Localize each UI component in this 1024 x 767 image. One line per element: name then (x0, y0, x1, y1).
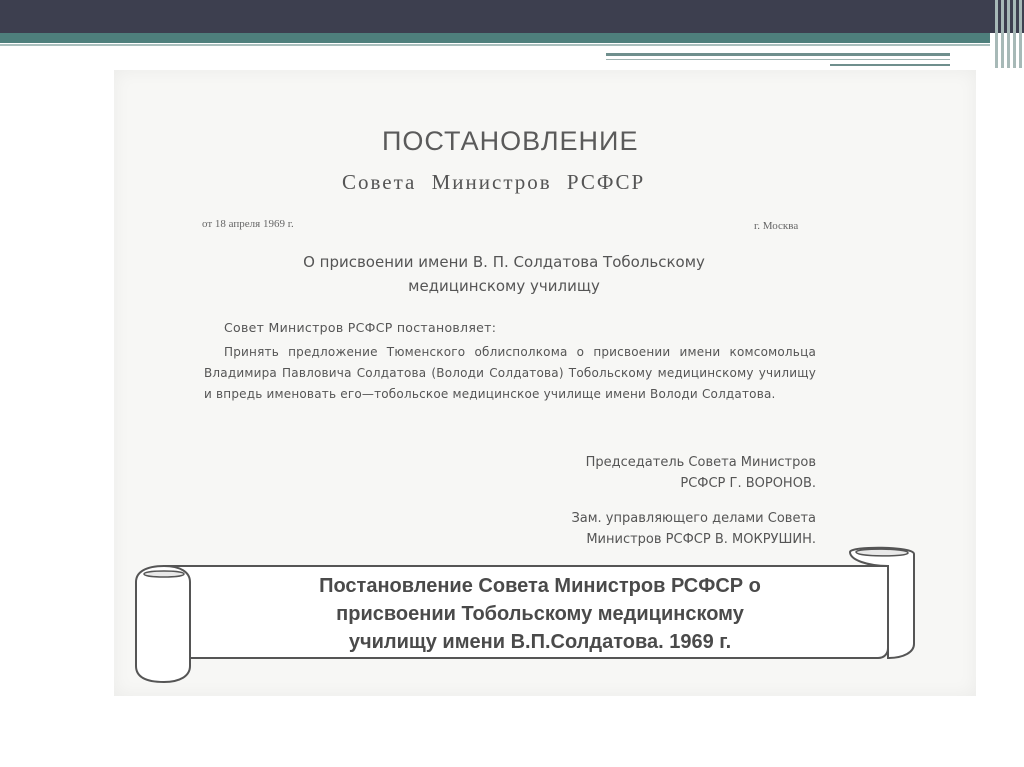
document-title: ПОСТАНОВЛЕНИЕ (382, 126, 639, 156)
caption-line: Постановление Совета Министров РСФСР о (319, 575, 761, 597)
document-city: г. Москва (754, 220, 799, 232)
slide-header-rule (606, 59, 950, 60)
slide-header-accent (0, 33, 990, 43)
document-lead: Совет Министров РСФСР постановляет: (224, 320, 497, 335)
document-subject-line: О присвоении имени В. П. Солдатова Тобольскому (303, 253, 705, 271)
document-subject (264, 250, 744, 298)
signature-chairman (504, 452, 816, 494)
slide-header-rule (0, 44, 990, 46)
document-subject-line: медицинскому училищу (408, 277, 600, 295)
signature-line: Председатель Совета Министров (585, 455, 816, 470)
document-subtitle: Совета Министров РСФСР (342, 170, 646, 194)
slide-caption (250, 572, 830, 656)
signature-line: РСФСР Г. ВОРОНОВ. (680, 476, 816, 491)
signature-line: Министров РСФСР В. МОКРУШИН. (586, 532, 816, 547)
slide-header-rule (606, 53, 950, 56)
document-date: от 18 апреля 1969 г. (202, 218, 294, 230)
caption-line: присвоении Тобольскому медицинскому (336, 603, 744, 625)
slide-header-stripes (993, 0, 1024, 68)
slide-header-bar (0, 0, 1024, 33)
slide-header-rule (830, 64, 950, 66)
caption-line: училищу имени В.П.Солдатова. 1969 г. (348, 631, 732, 653)
document-body: Принять предложение Тюменского облисполкома о присвоении имени комсомольца Владимира Павловича Солдатова (Володи Солдатова) Тобольскому медицинскому училищу и впредь именовать его—тобольское медицинское училище имени Володи Солдатова. (204, 345, 816, 401)
signature-line: Зам. управляющего делами Совета (571, 511, 816, 526)
